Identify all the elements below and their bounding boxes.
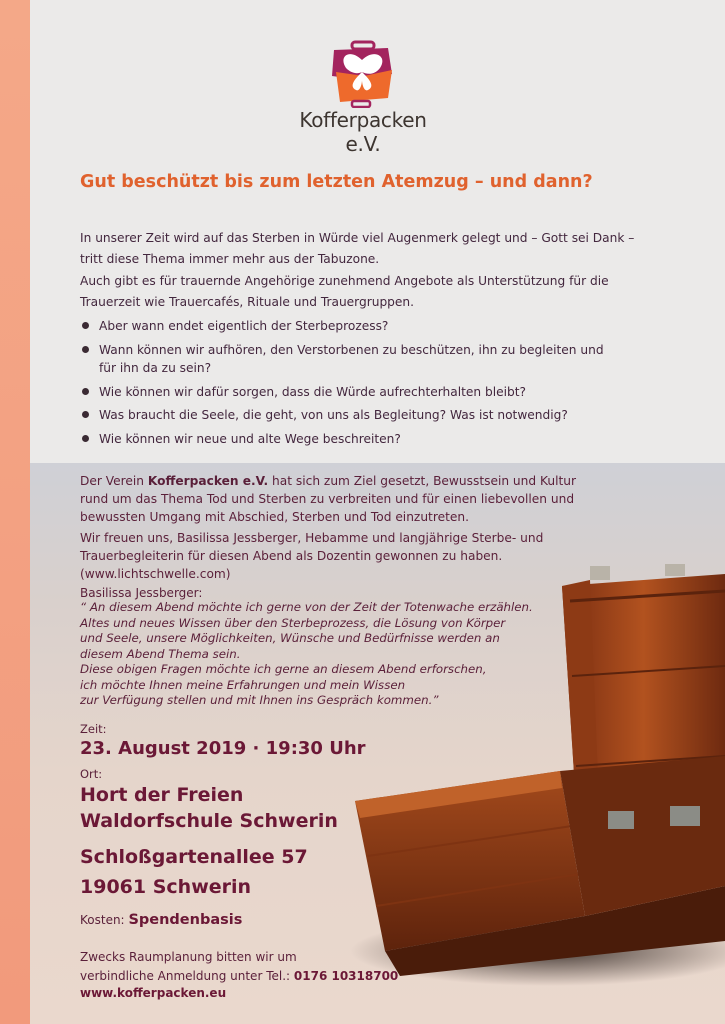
venue-line-2: Waldorfschule Schwerin bbox=[80, 810, 338, 832]
registration-info bbox=[80, 948, 440, 985]
speaker-introduction: Wir freuen uns, Basilissa Jessberger, Hebamme und langjährige Sterbe- und Trauerbegleiterin für diesen Abend als Dozentin gewonnen zu haben. (www.lichtschwelle.com) bbox=[80, 531, 544, 581]
left-color-stripe bbox=[0, 0, 30, 1024]
cost-label: Kosten: bbox=[80, 913, 125, 927]
organization-name: Kofferpacken e.V. bbox=[299, 108, 427, 156]
list-item: Wann können wir aufhören, den Verstorbenen zu beschützen, ihn zu begleiten und für ihn da zu sein? bbox=[80, 341, 604, 378]
bullet-icon bbox=[82, 435, 89, 442]
bullet-icon bbox=[82, 346, 89, 353]
phone-number[interactable]: 0176 10318700 bbox=[293, 968, 399, 983]
speaker-quote: “ An diesem Abend möchte ich gerne von der Zeit der Totenwache erzählen. Altes und neues Wissen über den Sterbeprozess, die Lösung von Körper und Seele, unsere Möglichkeiten, Wünsche und Bedürfnisse werden an diesem Abend Thema sein. Diese obigen Fragen möchte ich gerne an diesem Abend erforschen, ich möchte Ihnen meine Erfahrungen und mein Wissen zur Verfügung stellen und mit Ihnen ins Gespräch kommen.” bbox=[80, 600, 533, 707]
cost-info bbox=[80, 912, 242, 928]
headline: Gut beschützt bis zum letzten Atemzug – und dann? bbox=[80, 172, 593, 192]
speaker-website: (www.lichtschwelle.com) bbox=[80, 567, 231, 581]
list-item: Aber wann endet eigentlich der Sterbeprozess? bbox=[80, 317, 640, 336]
question-list bbox=[80, 317, 640, 453]
vintage-suitcase-image bbox=[340, 556, 725, 986]
address-city: 19061 Schwerin bbox=[80, 876, 252, 898]
association-paragraph: Der Verein Kofferpacken e.V. hat sich zum Ziel gesetzt, Bewusstsein und Kultur rund um das Thema Tod und Sterben zu verbreiten und für einen liebevollen und bewussten Umgang mit Abschied, Sterben und Tod einzutreten. bbox=[80, 474, 577, 524]
association-name: Kofferpacken e.V. bbox=[147, 474, 269, 488]
intro-paragraph: Auch gibt es für trauernde Angehörige zunehmend Angebote als Unterstützung für die Trauerzeit wie Trauercafés, Rituale und Trauergruppen. bbox=[80, 273, 609, 309]
event-datetime: 23. August 2019 · 19:30 Uhr bbox=[80, 738, 366, 759]
speaker-name: Basilissa Jessberger: bbox=[80, 586, 203, 600]
website-link[interactable]: www.kofferpacken.eu bbox=[80, 986, 227, 1000]
suitcase-logo-icon bbox=[326, 40, 398, 108]
registration-line-1: Zwecks Raumplanung bitten wir um bbox=[80, 950, 297, 964]
intro-text bbox=[80, 228, 660, 313]
cost-value: Spendenbasis bbox=[128, 912, 243, 928]
venue-line-1: Hort der Freien bbox=[80, 784, 244, 806]
bullet-icon bbox=[82, 322, 89, 329]
address-street: Schloßgartenallee 57 bbox=[80, 846, 308, 868]
bullet-icon bbox=[82, 411, 89, 418]
bullet-icon bbox=[82, 388, 89, 395]
registration-line-2: verbindliche Anmeldung unter Tel.: bbox=[80, 968, 291, 983]
list-item: Wie können wir dafür sorgen, dass die Würde aufrechterhalten bleibt? bbox=[80, 383, 640, 402]
intro-paragraph: In unserer Zeit wird auf das Sterben in Würde viel Augenmerk gelegt und – Gott sei Dank – tritt diese Thema immer mehr aus der Tabuzone. bbox=[80, 231, 635, 267]
list-item: Was braucht die Seele, die geht, von uns als Begleitung? Was ist notwendig? bbox=[80, 406, 640, 425]
place-label: Ort: bbox=[80, 767, 103, 781]
list-item: Wie können wir neue und alte Wege beschreiten? bbox=[80, 430, 640, 449]
time-label: Zeit: bbox=[80, 722, 107, 736]
